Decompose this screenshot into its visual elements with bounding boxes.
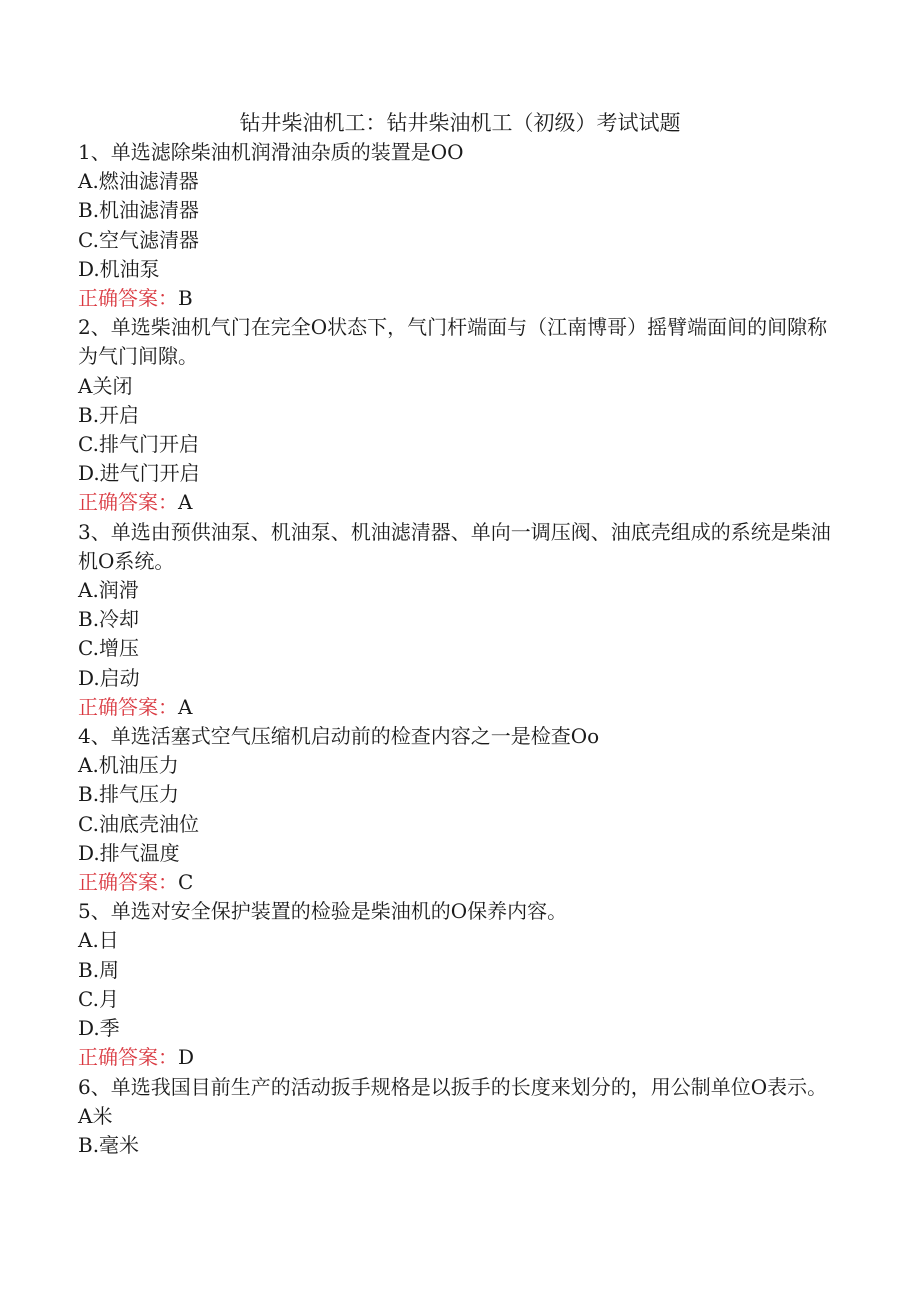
- question-item: [78, 1073, 838, 1161]
- document-title: 钻井柴油机工：钻井柴油机工（初级）考试试题: [239, 111, 681, 135]
- question-text: 4、单选活塞式空气压缩机启动前的检查内容之一是检查Oo: [78, 724, 600, 749]
- answer-line: [78, 868, 838, 897]
- answer-label: 正确答案：: [78, 1045, 178, 1070]
- option-c: C.排气门开启: [78, 432, 199, 457]
- question-text: 6、单选我国目前生产的活动扳手规格是以扳手的长度来划分的，用公制单位O表示。: [78, 1074, 828, 1099]
- option-b: B.机油滤清器: [78, 198, 200, 223]
- question-item: [78, 722, 838, 897]
- option-c: C.增压: [78, 636, 139, 661]
- answer-label: 正确答案：: [78, 694, 178, 719]
- option-a: A.燃油滤清器: [78, 169, 199, 194]
- option-a: A.日: [78, 928, 119, 953]
- answer-value: B: [178, 286, 193, 311]
- option-b: B.毫米: [78, 1132, 140, 1157]
- answer-line: [78, 488, 838, 517]
- option-d: D.进气门开启: [78, 461, 200, 486]
- option-a: A.润滑: [78, 578, 139, 603]
- option-c: C.月: [78, 986, 119, 1011]
- option-d: D.启动: [78, 665, 140, 690]
- question-item: [78, 518, 838, 722]
- question-text: 1、单选滤除柴油机润滑油杂质的装置是OO: [78, 140, 464, 164]
- question-item: [78, 138, 838, 313]
- answer-line: [78, 693, 838, 722]
- answer-line: [78, 284, 838, 313]
- answer-value: A: [178, 490, 193, 515]
- option-b: B.排气压力: [78, 782, 180, 807]
- option-d: D.季: [78, 1016, 120, 1041]
- option-d: D.机油泵: [78, 256, 160, 281]
- answer-label: 正确答案：: [78, 870, 178, 895]
- option-d: D.排气温度: [78, 840, 180, 865]
- question-list: [78, 138, 838, 1160]
- question-text: 3、单选由预供油泵、机油泵、机油滤清器、单向一调压阀、油底壳组成的系统是柴油机O系统。: [78, 519, 831, 573]
- option-c: C.油底壳油位: [78, 811, 199, 836]
- answer-value: C: [178, 870, 194, 895]
- option-c: C.空气滤清器: [78, 227, 199, 252]
- option-a: A米: [78, 1103, 113, 1128]
- question-item: [78, 313, 838, 517]
- answer-value: D: [178, 1045, 195, 1070]
- option-a: A关闭: [78, 373, 133, 398]
- option-b: B.开启: [78, 402, 140, 427]
- answer-label: 正确答案：: [78, 490, 178, 515]
- option-a: A.机油压力: [78, 753, 179, 778]
- answer-label: 正确答案：: [78, 286, 178, 311]
- answer-line: [78, 1043, 838, 1072]
- question-item: [78, 897, 838, 1072]
- option-b: B.冷却: [78, 607, 140, 632]
- question-text: 5、单选对安全保护装置的检验是柴油机的O保养内容。: [78, 899, 568, 924]
- question-text: 2、单选柴油机气门在完全O状态下，气门杆端面与（江南博哥）摇臂端面间的间隙称为气门间隙。: [78, 315, 828, 369]
- option-b: B.周: [78, 957, 120, 982]
- answer-value: A: [178, 694, 193, 719]
